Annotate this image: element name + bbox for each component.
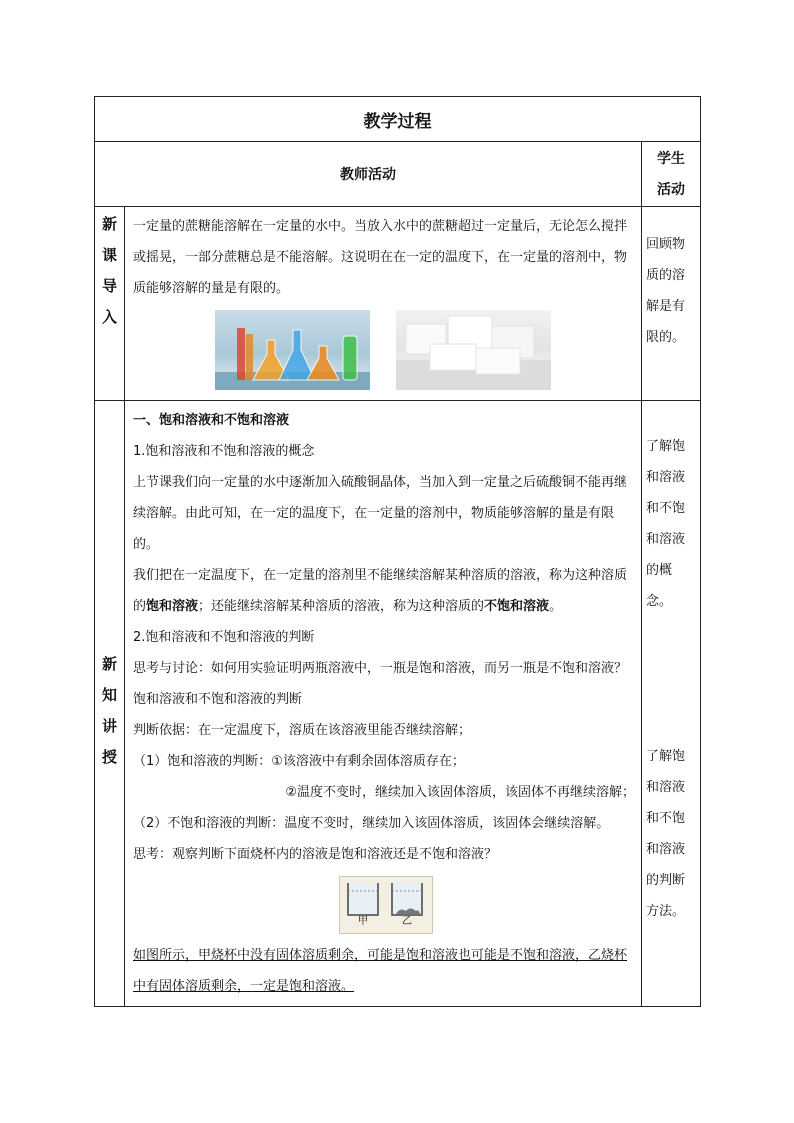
intro-images — [133, 310, 635, 390]
paragraph-think: 思考：观察判断下面烧杯内的溶液是饱和溶液还是不饱和溶液？ — [133, 847, 498, 862]
intro-paragraph: 一定量的蔗糖能溶解在一定量的水中。当放入水中的蔗糖超过一定量后，无论怎么搅拌或摇晃，一部分蔗糖总是不能溶解。这说明在在一定的温度下，在一定量的溶剂中，物质能够溶解的量是有限的。 — [133, 219, 628, 296]
sugar-cubes-image — [396, 310, 551, 390]
student-line: 解是有 — [646, 299, 686, 314]
student-line: 的判断 — [646, 873, 686, 888]
beaker-label-a: 甲 — [358, 916, 368, 927]
definition-text: 。 — [549, 599, 563, 614]
subheading-judgement: 2.饱和溶液和不饱和溶液的判断 — [133, 630, 315, 645]
student-line: 质的溶 — [646, 268, 686, 283]
header-student-line2: 活动 — [657, 182, 685, 198]
student-line: 回顾物 — [646, 237, 686, 252]
side-char: 授 — [101, 748, 117, 766]
intro-student-activity — [642, 207, 701, 401]
beakers-figure — [339, 876, 433, 934]
student-line: 和溶液 — [646, 842, 686, 857]
student-line: 念。 — [646, 594, 673, 609]
side-char: 导 — [101, 277, 117, 295]
definition-text: ；还能继续溶解某种溶质的溶液，称为这种溶质的 — [198, 599, 485, 614]
student-line: 和溶液 — [646, 470, 686, 485]
student-line: 和不饱 — [646, 501, 686, 516]
student-line: 和溶液 — [646, 532, 686, 547]
beaker-label-b: 乙 — [402, 916, 412, 927]
side-char: 新 — [101, 215, 117, 233]
side-char: 课 — [101, 246, 117, 264]
paragraph-saturated-rule2: ②温度不变时，继续加入该固体溶质，该固体不再继续溶解； — [285, 785, 635, 800]
table-title: 教学过程 — [95, 97, 701, 142]
new-knowledge-content — [125, 401, 642, 1007]
term-saturated: 饱和溶液 — [146, 599, 199, 614]
intro-content — [125, 207, 642, 401]
side-char: 新 — [101, 655, 117, 673]
section-heading: 一、饱和溶液和不饱和溶液 — [133, 413, 290, 428]
side-char: 讲 — [101, 717, 117, 735]
new-knowledge-student-activity — [642, 401, 701, 1007]
header-student-line1: 学生 — [657, 151, 685, 167]
section-label-new-knowledge — [95, 401, 125, 1007]
paragraph-saturated-rule1: （1）饱和溶液的判断：①该溶液中有剩余固体溶质存在； — [133, 754, 465, 769]
student-line: 和溶液 — [646, 780, 686, 795]
header-student-activity — [642, 142, 701, 207]
header-teacher-activity: 教师活动 — [95, 142, 642, 207]
student-line: 的概 — [646, 563, 673, 578]
subheading-concept: 1.饱和溶液和不饱和溶液的概念 — [133, 444, 315, 459]
side-char: 知 — [101, 686, 117, 704]
paragraph-definition — [133, 560, 635, 622]
paragraph-judgement-title: 饱和溶液和不饱和溶液的判断 — [133, 692, 303, 707]
paragraph-concept: 上节课我们向一定量的水中逐渐加入硫酸铜晶体，当加入到一定量之后硫酸铜不能再继续溶解。由此可知，在一定的温度下，在一定量的溶剂中，物质能够溶解的量是有限的。 — [133, 475, 628, 552]
student-line: 方法。 — [646, 904, 686, 919]
student-line: 限的。 — [646, 330, 686, 345]
paragraph-discussion: 思考与讨论：如何用实验证明两瓶溶液中，一瓶是饱和溶液，而另一瓶是不饱和溶液？ — [133, 661, 628, 676]
paragraph-basis: 判断依据：在一定温度下，溶质在该溶液里能否继续溶解； — [133, 723, 472, 738]
student-line: 和不饱 — [646, 811, 686, 826]
student-line: 了解饱 — [646, 749, 686, 764]
definition-text: 我们把在一定温度下，在一定量的溶剂里不能继续溶解某种溶质的溶液，称为这种溶质的 — [133, 568, 628, 614]
side-char: 入 — [101, 308, 117, 326]
paragraph-answer: 如图所示，甲烧杯中没有固体溶质剩余，可能是饱和溶液也可能是不饱和溶液，乙烧杯中有固体溶质剩余，一定是饱和溶液。 — [133, 948, 628, 994]
paragraph-unsaturated-rule: （2）不饱和溶液的判断：温度不变时，继续加入该固体溶质，该固体会继续溶解。 — [133, 816, 610, 831]
spacer — [646, 617, 700, 741]
student-line: 了解饱 — [646, 439, 686, 454]
lesson-table — [94, 96, 701, 1007]
lab-glassware-image — [215, 310, 370, 390]
term-unsaturated: 不饱和溶液 — [484, 599, 550, 614]
section-label-intro — [95, 207, 125, 401]
